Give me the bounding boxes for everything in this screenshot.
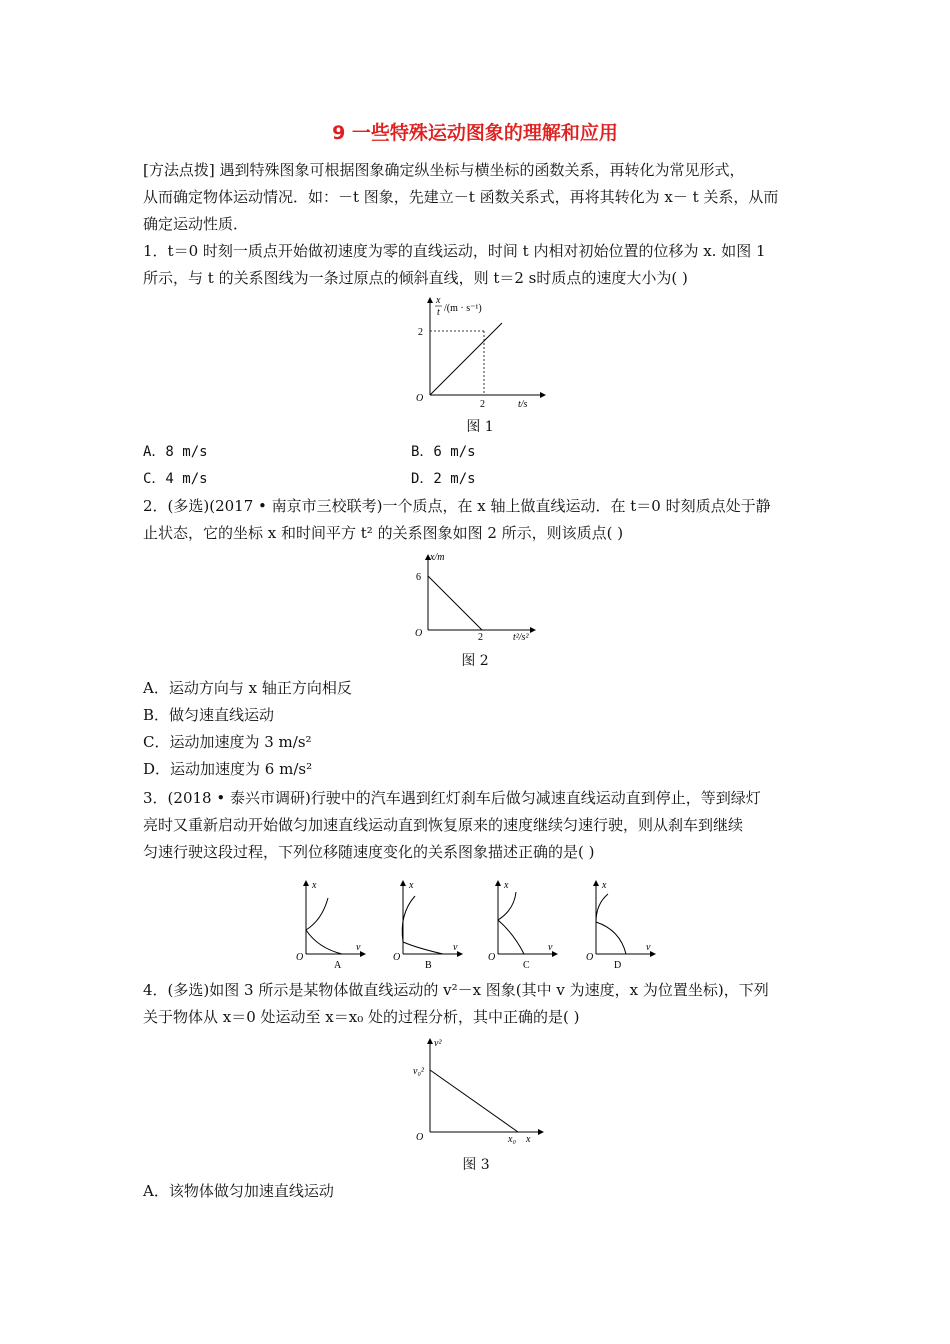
figure-3-origin: O: [416, 1132, 424, 1143]
q3-d-x: v: [646, 942, 651, 953]
q3-b-label: B: [425, 960, 432, 971]
q2-option-d: D．运动加速度为 6 m/s²: [143, 760, 313, 778]
figure-3-ylabel: v²: [434, 1038, 442, 1049]
intro-line: 从而确定物体运动情况．如：－t 图象，先建立－t 函数关系式，再将其转化为 x－ t 关系，从而: [143, 188, 779, 206]
q1-option-d: D．2 m/s: [411, 471, 476, 487]
q2-option-a: A．运动方向与 x 轴正方向相反: [143, 679, 352, 697]
question-1-line: 1．t＝0 时刻一质点开始做初速度为零的直线运动，时间 t 内相对初始位置的位移为 x. 如图 1: [143, 242, 766, 260]
figure-3-ytick: v₀²: [413, 1066, 424, 1077]
q3-c-y: x: [504, 880, 509, 891]
q3-d-label: D: [614, 960, 622, 971]
figure-1-yunit: /(m · s⁻¹): [444, 303, 482, 314]
question-3-line: 亮时又重新启动开始做匀加速直线运动直到恢复原来的速度继续匀速行驶，则从刹车到继续: [143, 816, 744, 834]
figure-1-caption: 图 1: [466, 419, 494, 435]
figure-1-xtick: 2: [480, 399, 485, 410]
q1-option-c: C．4 m/s: [143, 471, 208, 487]
q1-option-a: A．8 m/s: [143, 444, 208, 460]
question-3-line: 3．(2018 • 泰兴市调研)行驶中的汽车遇到红灯刹车后做匀减速直线运动直到停止，等到绿灯: [143, 789, 761, 807]
q3-graph-a: [296, 878, 371, 970]
figure-1-ytick: 2: [418, 327, 423, 338]
question-2-line: 2．(多选)(2017 • 南京市三校联考)一个质点，在 x 轴上做直线运动．在 t＝0 时刻质点处于静: [143, 497, 771, 515]
q3-b-origin: O: [393, 952, 401, 963]
figure-2-caption: 图 2: [461, 653, 489, 669]
question-2-line: 止状态，它的坐标 x 和时间平方 t² 的关系图象如图 2 所示，则该质点( ): [143, 524, 624, 542]
question-3-line: 匀速行驶这段过程，下列位移随速度变化的关系图象描述正确的是( ): [143, 843, 595, 861]
q3-d-y: x: [602, 880, 607, 891]
figure-2-xlabel: t²/s²: [513, 632, 529, 643]
intro-line: 确定运动性质．: [143, 215, 249, 233]
figure-3-xlabel: x: [526, 1134, 531, 1145]
q2-option-c: C．运动加速度为 3 m/s²: [143, 733, 312, 751]
question-4-line: 4．(多选)如图 3 所示是某物体做直线运动的 v²－x 图象(其中 v 为速度，x 为位置坐标)，下列: [143, 981, 769, 999]
figure-1-xlabel: t/s: [518, 399, 528, 410]
q3-a-label: A: [334, 960, 342, 971]
figure-2-ylabel: x/m: [430, 552, 445, 563]
intro-line: [方法点拨] 遇到特殊图象可根据图象确定纵坐标与横坐标的函数关系，再转化为常见形式，: [143, 161, 745, 179]
figure-2-ytick: 6: [416, 572, 421, 583]
q2-option-b: B．做匀速直线运动: [143, 706, 275, 724]
figure-3-xtick: x₀: [508, 1134, 516, 1145]
figure-1-ylabel-den: t: [437, 307, 440, 318]
q3-a-y: x: [312, 880, 317, 891]
figure-3: [412, 1036, 552, 1148]
figure-2-origin: O: [415, 628, 423, 639]
figure-3-line: [430, 1070, 518, 1132]
q3-graph-c: [488, 878, 563, 970]
figure-3-caption: 图 3: [462, 1157, 490, 1173]
q3-graph-b: [393, 878, 468, 970]
figure-2-line: [428, 576, 482, 630]
q3-b-y: x: [409, 880, 414, 891]
q1-option-b: B．6 m/s: [411, 444, 476, 460]
q4-option-a: A．该物体做匀加速直线运动: [143, 1182, 334, 1200]
figure-1-origin: O: [416, 393, 424, 404]
q3-d-origin: O: [586, 952, 594, 963]
figure-1-line: [430, 323, 502, 395]
figure-2: [410, 552, 540, 642]
figure-2-xtick: 2: [478, 632, 483, 643]
q3-c-label: C: [523, 960, 530, 971]
question-4-line: 关于物体从 x＝0 处运动至 x＝x₀ 处的过程分析，其中正确的是( ): [143, 1008, 580, 1026]
q3-a-x: v: [356, 942, 361, 953]
q3-b-x: v: [453, 942, 458, 953]
q3-graph-d: [586, 878, 661, 970]
figure-1-ylabel-num: x: [436, 295, 441, 306]
question-1-line: 所示，与 t 的关系图线为一条过原点的倾斜直线，则 t＝2 s时质点的速度大小为( ): [143, 269, 688, 287]
q3-a-origin: O: [296, 952, 304, 963]
figure-1: [410, 295, 550, 410]
q3-c-x: v: [548, 942, 553, 953]
q3-c-origin: O: [488, 952, 496, 963]
section-title: 9 一些特殊运动图象的理解和应用: [332, 122, 618, 144]
